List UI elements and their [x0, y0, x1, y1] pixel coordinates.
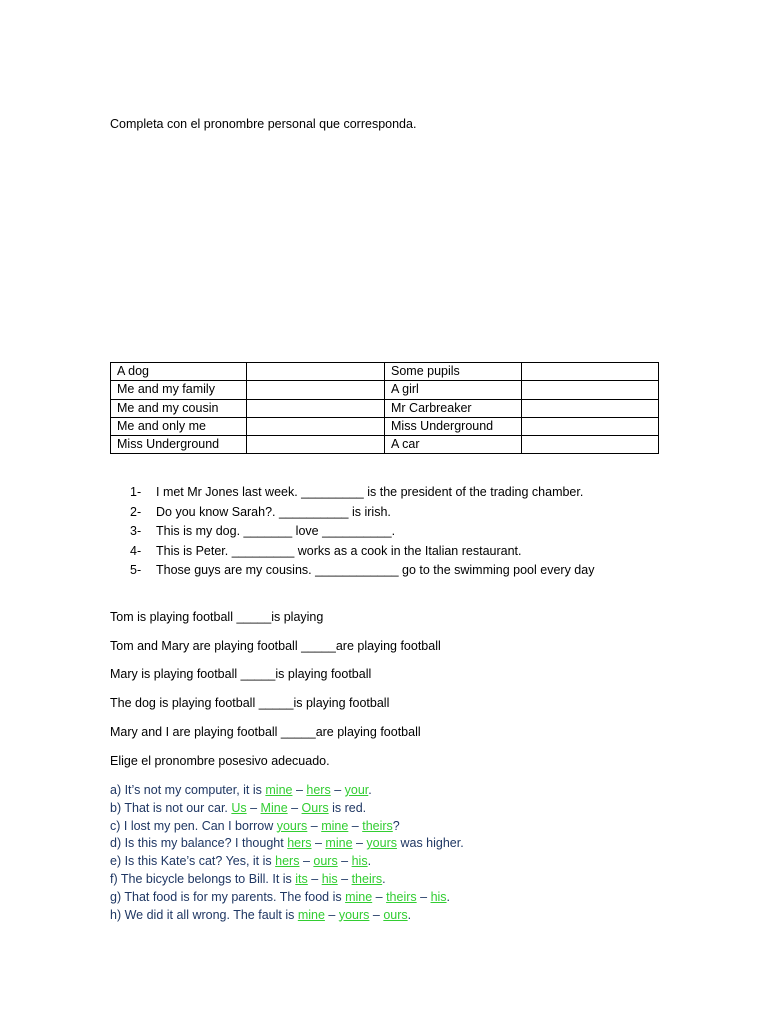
list-item [110, 782, 464, 800]
item-text: d) Is this my balance? I thought [110, 836, 288, 851]
dash: – [330, 783, 345, 797]
list-item [130, 503, 594, 523]
item-number: 3- [130, 524, 142, 538]
item-end: ? [392, 818, 400, 833]
item-text: f) The bicycle belongs to Bill. It is [110, 871, 296, 886]
answer-cell[interactable] [247, 381, 385, 399]
table-cell: Mr Carbreaker [385, 399, 522, 417]
option-link[interactable]: his [430, 889, 447, 904]
list-item [130, 483, 594, 503]
answer-cell[interactable] [247, 417, 385, 435]
table-row [111, 436, 659, 454]
item-text: c) I lost my pen. Can I borrow [110, 818, 277, 833]
option-link[interactable]: theirs [362, 818, 393, 833]
option-link[interactable]: Mine [260, 800, 288, 815]
option-link[interactable]: hers [287, 836, 312, 851]
dash: – [324, 907, 339, 922]
dash: – [292, 783, 307, 797]
dash: – [299, 854, 314, 869]
dash: – [307, 818, 322, 833]
option-link[interactable]: your [344, 783, 369, 797]
option-link[interactable]: mine [321, 818, 349, 833]
table-row [111, 399, 659, 417]
option-link[interactable]: Us [231, 800, 247, 815]
item-end: . [368, 783, 372, 797]
item-end: . [367, 854, 372, 869]
option-link[interactable]: theirs [386, 889, 417, 904]
possessive-list [110, 782, 464, 924]
item-end: . [407, 907, 412, 922]
item-end: is red. [328, 800, 367, 815]
list-item [130, 542, 594, 562]
dash: – [348, 818, 363, 833]
table-cell: A girl [385, 381, 522, 399]
sentence: Tom is playing football _____is playing [110, 610, 324, 624]
table-cell: Me and my family [111, 381, 247, 399]
table-cell: Miss Underground [385, 417, 522, 435]
table-cell: Me and my cousin [111, 399, 247, 417]
list-item [130, 522, 594, 542]
item-text: b) That is not our car. [110, 800, 232, 815]
option-link[interactable]: hers [306, 783, 331, 797]
dash: – [352, 836, 367, 851]
item-end: . [446, 889, 451, 904]
list-item [110, 871, 464, 889]
item-number: 4- [130, 543, 142, 558]
answer-cell[interactable] [522, 363, 659, 381]
answer-cell[interactable] [247, 436, 385, 454]
option-link[interactable]: his [321, 871, 338, 886]
item-text: This is my dog. _______ love __________. [156, 524, 396, 538]
answer-cell[interactable] [247, 363, 385, 381]
table-cell: A car [385, 436, 522, 454]
table-cell: Some pupils [385, 363, 522, 381]
option-link[interactable]: theirs [351, 871, 383, 886]
item-text: This is Peter. _________ works as a cook in the Italian restaurant. [156, 543, 522, 558]
list-item [110, 818, 464, 836]
answer-cell[interactable] [522, 381, 659, 399]
dash: – [369, 907, 384, 922]
list-item [110, 800, 464, 818]
dash: – [287, 800, 302, 815]
sentence: The dog is playing football _____is playing football [110, 696, 390, 710]
item-text: a) It’s not my computer, it is [110, 783, 266, 797]
item-number: 1- [130, 485, 142, 499]
table-row [111, 381, 659, 399]
option-link[interactable]: Ours [301, 800, 329, 815]
list-item [110, 889, 464, 907]
option-link[interactable]: yours [338, 907, 370, 922]
option-link[interactable]: yours [366, 836, 397, 851]
option-link[interactable]: his [351, 854, 368, 869]
dash: – [416, 889, 431, 904]
dash: – [372, 889, 387, 904]
option-link[interactable]: mine [345, 889, 373, 904]
list-item [110, 853, 464, 871]
answer-cell[interactable] [522, 399, 659, 417]
dash: – [337, 854, 352, 869]
item-end: . [382, 871, 386, 886]
option-link[interactable]: ours [383, 907, 408, 922]
list-item [130, 561, 594, 581]
item-text: I met Mr Jones last week. _________ is the president of the trading chamber. [156, 485, 584, 499]
item-text: Those guys are my cousins. ____________ go to the swimming pool every day [156, 563, 595, 577]
pronoun-table [110, 362, 659, 454]
option-link[interactable]: mine [297, 907, 325, 922]
exercise-list [130, 483, 594, 581]
sentence: Mary is playing football _____is playing football [110, 667, 372, 681]
table-row [111, 417, 659, 435]
option-link[interactable]: its [295, 871, 308, 886]
sentence: Tom and Mary are playing football _____are playing football [110, 639, 441, 653]
option-link[interactable]: yours [276, 818, 308, 833]
page-title: Completa con el pronombre personal que corresponda. [110, 117, 417, 131]
table-row [111, 363, 659, 381]
dash: – [337, 871, 352, 886]
answer-cell[interactable] [247, 399, 385, 417]
item-number: 5- [130, 563, 142, 577]
item-end: was higher. [397, 836, 464, 851]
sentence: Mary and I are playing football _____are playing football [110, 725, 421, 739]
table-cell: Me and only me [111, 417, 247, 435]
table-cell: A dog [111, 363, 247, 381]
dash: – [307, 871, 322, 886]
option-link[interactable]: mine [325, 836, 353, 851]
dash: – [246, 800, 261, 815]
item-text: h) We did it all wrong. The fault is [110, 907, 298, 922]
option-link[interactable]: mine [265, 783, 293, 797]
dash: – [311, 836, 326, 851]
item-text: g) That food is for my parents. The food is [110, 889, 346, 904]
item-text: Do you know Sarah?. __________ is irish. [156, 504, 391, 519]
item-text: e) Is this Kate’s cat? Yes, it is [110, 854, 276, 869]
table-cell: Miss Underground [111, 436, 247, 454]
list-item [110, 907, 464, 925]
item-number: 2- [130, 504, 142, 519]
option-link[interactable]: hers [275, 854, 300, 869]
list-item [110, 835, 464, 853]
section-heading: Elige el pronombre posesivo adecuado. [110, 754, 330, 768]
option-link[interactable]: ours [313, 854, 338, 869]
answer-cell[interactable] [522, 417, 659, 435]
answer-cell[interactable] [522, 436, 659, 454]
